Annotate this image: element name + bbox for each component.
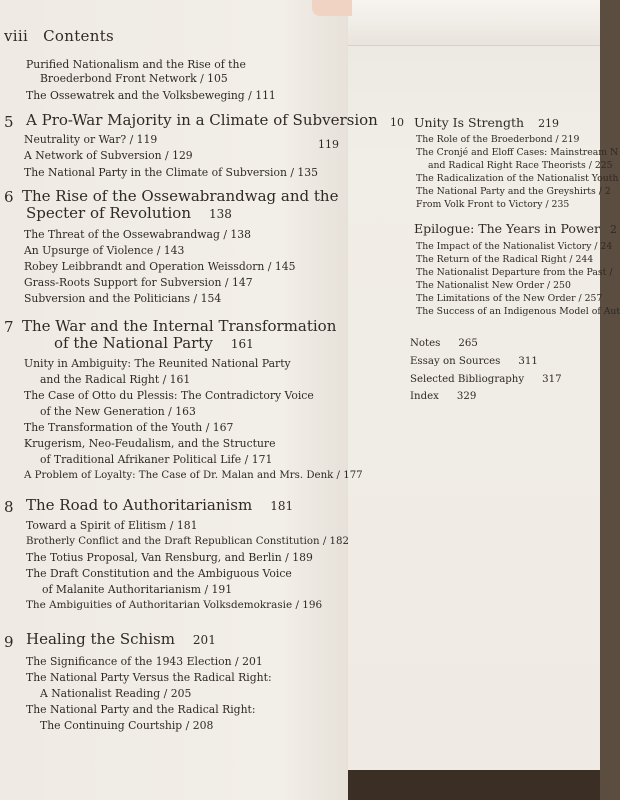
toc-entry: The Nationalist New Order / 250 (416, 280, 571, 291)
toc-entry: The Success of an Indigenous Model of Aut (416, 306, 620, 317)
toc-entry: A Nationalist Reading / 205 (40, 687, 192, 700)
toc-entry: The Impact of the Nationalist Victory / 24 (416, 241, 613, 252)
toc-entry: From Volk Front to Victory / 235 (416, 199, 570, 210)
toc-entry: The National Party Versus the Radical Right: (26, 671, 272, 684)
chapter-title (414, 115, 559, 130)
toc-entry: A Problem of Loyalty: The Case of Dr. Malan and Mrs. Denk / 177 (24, 470, 363, 481)
toc-entry: The Cronjé and Eloff Cases: Mainstream N (416, 147, 619, 158)
chapter-number: 8 (4, 498, 14, 516)
back-matter-label: Essay on Sources (410, 356, 501, 367)
toc-entry: Toward a Spirit of Elitism / 181 (26, 519, 198, 532)
back-matter-page: 265 (458, 338, 478, 349)
chapter-title: The War and the Internal Transformation (22, 317, 337, 335)
chapter-number: 5 (4, 113, 14, 131)
chapter-page: 201 (192, 633, 216, 647)
chapter-title (54, 335, 254, 352)
toc-entry: The Continuing Courtship / 208 (40, 719, 214, 732)
toc-entry: and Radical Right Race Theorists / 225 (428, 160, 613, 171)
epilogue-title-line: Epilogue: The Years in Power (414, 221, 600, 236)
chapter-title (26, 631, 216, 648)
toc-entry: The Threat of the Ossewabrandwag / 138 (24, 228, 252, 241)
chapter-page: 161 (230, 337, 254, 351)
chapter-number: 9 (4, 633, 14, 651)
chapter-title: A Pro-War Majority in a Climate of Subversion (26, 111, 378, 129)
chapter-page: 119 (318, 138, 339, 151)
background-edge (348, 770, 600, 800)
back-matter-bibliography (410, 374, 562, 385)
back-matter-notes (410, 338, 478, 349)
toc-entry: Subversion and the Politicians / 154 (24, 292, 222, 305)
toc-entry: of the New Generation / 163 (40, 405, 196, 418)
page-number-roman: viii (4, 27, 29, 45)
toc-entry: The Limitations of the New Order / 257 (416, 293, 603, 304)
toc-entry: The Case of Otto du Plessis: The Contradictory Voice (24, 389, 314, 402)
toc-entry: and the Radical Right / 161 (40, 373, 191, 386)
chapter-title: The Rise of the Ossewabrandwag and the (22, 187, 339, 205)
toc-entry: Purified Nationalism and the Rise of the (26, 58, 246, 71)
page-top-strip (348, 0, 600, 46)
chapter-page: 138 (209, 207, 232, 221)
back-matter-essay (410, 356, 538, 367)
chapter-title-line: of the National Party (54, 334, 213, 352)
toc-entry: Broederbond Front Network / 105 (40, 72, 228, 85)
toc-entry: Grass-Roots Support for Subversion / 147 (24, 276, 253, 289)
chapter-title-line: Healing the Schism (26, 630, 175, 648)
chapter-title-line: Unity Is Strength (414, 115, 525, 130)
chapter-title (26, 205, 232, 222)
back-matter-page: 311 (518, 356, 538, 367)
toc-entry: of Malanite Authoritarianism / 191 (42, 583, 233, 596)
toc-entry: Brotherly Conflict and the Draft Republican Constitution / 182 (26, 536, 349, 547)
tab-marker (312, 0, 352, 16)
contents-heading: Contents (43, 27, 115, 45)
toc-entry: The Nationalist Departure from the Past / (416, 267, 613, 278)
toc-entry: Neutrality or War? / 119 (24, 133, 158, 146)
back-matter-page: 329 (456, 391, 477, 402)
chapter-number: 10 (390, 116, 404, 129)
page-header (4, 27, 114, 45)
toc-entry: The Radicalization of the Nationalist Youth (416, 173, 619, 184)
chapter-title-line: Specter of Revolution (26, 204, 191, 222)
toc-entry: The Transformation of the Youth / 167 (24, 421, 234, 434)
back-matter-label: Selected Bibliography (410, 374, 525, 385)
chapter-title (26, 497, 293, 514)
chapter-number: 7 (4, 318, 14, 336)
toc-entry: An Upsurge of Violence / 143 (24, 244, 185, 257)
chapter-page: 219 (538, 117, 560, 130)
chapter-page: 2 (609, 223, 617, 236)
back-matter-index (410, 391, 476, 402)
toc-entry: The National Party and the Greyshirts / 2 (416, 186, 611, 197)
toc-entry: The Ambiguities of Authoritarian Volksdemokrasie / 196 (26, 599, 323, 611)
back-matter-label: Notes (410, 338, 441, 349)
toc-entry: The National Party in the Climate of Subversion / 135 (24, 166, 319, 179)
toc-entry: The Ossewatrek and the Volksbeweging / 111 (26, 89, 276, 102)
toc-entry: A Network of Subversion / 129 (24, 149, 193, 162)
chapter-number: 6 (4, 188, 14, 206)
toc-entry: The Draft Constitution and the Ambiguous Voice (26, 567, 292, 580)
chapter-title-line: The Road to Authoritarianism (26, 496, 253, 514)
toc-entry: Robey Leibbrandt and Operation Weissdorn / 145 (24, 260, 296, 273)
chapter-page: 181 (270, 499, 294, 513)
toc-entry: The Totius Proposal, Van Rensburg, and Berlin / 189 (26, 551, 313, 564)
toc-entry: The National Party and the Radical Right: (26, 703, 256, 716)
epilogue-title (414, 221, 617, 236)
toc-entry: Krugerism, Neo-Feudalism, and the Structure (24, 437, 276, 450)
back-matter-page: 317 (542, 374, 562, 385)
toc-entry: The Return of the Radical Right / 244 (416, 254, 594, 265)
toc-entry: Unity in Ambiguity: The Reunited National Party (24, 357, 291, 370)
toc-entry: The Significance of the 1943 Election / 201 (26, 655, 263, 668)
toc-entry: The Role of the Broederbond / 219 (416, 134, 580, 145)
toc-entry: of Traditional Afrikaner Political Life / 171 (40, 453, 273, 466)
back-matter-label: Index (410, 391, 439, 402)
